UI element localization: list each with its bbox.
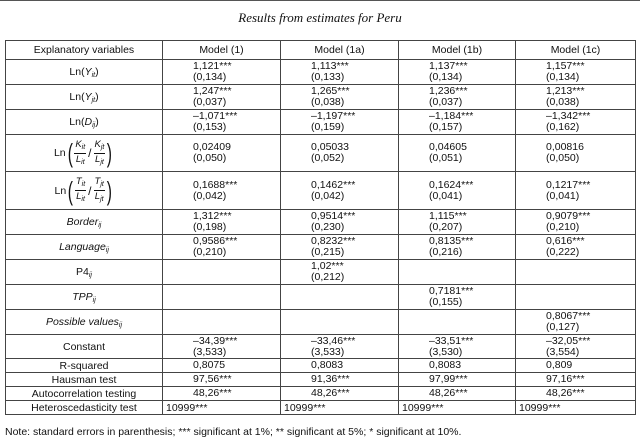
cell-model-1: 0,8075	[163, 359, 281, 373]
cell-model-1c: 0,8067*** (0,127)	[516, 310, 636, 335]
table-title: Results from estimates for Peru	[238, 10, 402, 25]
cell-model-1b: 0,8083	[399, 359, 516, 373]
cell-model-1: –1,071*** (0,153)	[163, 110, 281, 135]
cell-model-1b	[399, 310, 516, 335]
table-row	[6, 135, 636, 172]
cell-model-1c	[516, 260, 636, 285]
cell-model-1c: 10999***	[516, 401, 636, 415]
stat-r-squared: R-squared	[6, 359, 163, 373]
cell-model-1b: 10999***	[399, 401, 516, 415]
cell-model-1b: 0,8135*** (0,216)	[399, 235, 516, 260]
cell-model-1a: 1,113*** (0,133)	[281, 60, 399, 85]
cell-model-1b	[399, 260, 516, 285]
col-header-variables: Explanatory variables	[6, 41, 163, 60]
table-row	[6, 110, 636, 135]
cell-model-1c: 0,616*** (0,222)	[516, 235, 636, 260]
table-row	[6, 335, 636, 359]
var-language: Language$_{ij}$	[6, 235, 163, 260]
cell-model-1a: 10999***	[281, 401, 399, 415]
top-rule	[0, 0, 640, 1]
cell-model-1c: 0,1217*** (0,041)	[516, 172, 636, 210]
cell-model-1c: –1,342*** (0,162)	[516, 110, 636, 135]
var-border: Border$_{ij}$	[6, 210, 163, 235]
var-tpp: $TPP_{ij}$	[6, 285, 163, 310]
col-header-model-1b: Model (1b)	[399, 41, 516, 60]
cell-model-1a	[281, 310, 399, 335]
table-row	[6, 85, 636, 110]
var-ln-yit: $Ln(Y_{it})$	[6, 60, 163, 85]
results-table	[5, 40, 636, 415]
cell-model-1: 10999***	[163, 401, 281, 415]
table-row	[6, 373, 636, 387]
cell-model-1a	[281, 285, 399, 310]
cell-model-1b: –1,184*** (0,157)	[399, 110, 516, 135]
stat-autocorrelation: Autocorrelation testing	[6, 387, 163, 401]
cell-model-1b: 48,26***	[399, 387, 516, 401]
cell-model-1b: 1,137*** (0,134)	[399, 60, 516, 85]
cell-model-1a: 91,36***	[281, 373, 399, 387]
cell-model-1: 1,247*** (0,037)	[163, 85, 281, 110]
cell-model-1c: 97,16***	[516, 373, 636, 387]
cell-model-1c: 1,157*** (0,134)	[516, 60, 636, 85]
table-row	[6, 210, 636, 235]
table-row	[6, 172, 636, 210]
cell-model-1: 0,02409 (0,050)	[163, 135, 281, 172]
cell-model-1: 1,312*** (0,198)	[163, 210, 281, 235]
cell-model-1: 97,56***	[163, 373, 281, 387]
cell-model-1b: 1,236*** (0,037)	[399, 85, 516, 110]
var-constant: Constant	[6, 335, 163, 359]
cell-model-1b: 0,1624*** (0,041)	[399, 172, 516, 210]
table-row	[6, 401, 636, 415]
cell-model-1a: –33,46*** (3,533)	[281, 335, 399, 359]
cell-model-1a: 1,265*** (0,038)	[281, 85, 399, 110]
col-header-model-1: Model (1)	[163, 41, 281, 60]
cell-model-1b: 0,7181*** (0,155)	[399, 285, 516, 310]
var-ln-technology-ratio: Ln ( $\frac{T_{it}}{L_{it}}$ / $\frac{T_{jt}}{L_{jt}}$ )	[6, 172, 163, 210]
cell-model-1c: 48,26***	[516, 387, 636, 401]
table-row	[6, 387, 636, 401]
cell-model-1b: 0,04605 (0,051)	[399, 135, 516, 172]
cell-model-1a: 1,02*** (0,212)	[281, 260, 399, 285]
cell-model-1: 1,121*** (0,134)	[163, 60, 281, 85]
table-row	[6, 60, 636, 85]
cell-model-1b: –33,51*** (3,530)	[399, 335, 516, 359]
stat-hausman: Hausman test	[6, 373, 163, 387]
cell-model-1: 0,9586*** (0,210)	[163, 235, 281, 260]
table-row	[6, 359, 636, 373]
var-ln-capital-ratio: Ln ( $\frac{K_{it}}{L_{it}}$ / $\frac{K_{jt}}{L_{jt}}$ )	[6, 135, 163, 172]
cell-model-1a: 0,9514*** (0,230)	[281, 210, 399, 235]
table-row	[6, 260, 636, 285]
cell-model-1a: –1,197*** (0,159)	[281, 110, 399, 135]
header-row	[6, 41, 636, 60]
cell-model-1	[163, 260, 281, 285]
cell-model-1c: 0,00816 (0,050)	[516, 135, 636, 172]
table-footnote: Note: standard errors in parenthesis; *** significant at 1%; ** significant at 5%; * significant at 10%.	[5, 426, 462, 438]
col-header-model-1c: Model (1c)	[516, 41, 636, 60]
var-ln-yjt: $Ln(Y_{jt})$	[6, 85, 163, 110]
var-possible-values: Possible values$_{ij}$	[6, 310, 163, 335]
cell-model-1	[163, 285, 281, 310]
cell-model-1c	[516, 285, 636, 310]
cell-model-1c: –32,05*** (3,554)	[516, 335, 636, 359]
col-header-model-1a: Model (1a)	[281, 41, 399, 60]
cell-model-1c: 0,9079*** (0,210)	[516, 210, 636, 235]
var-ln-dij: $Ln(D_{ij})$	[6, 110, 163, 135]
cell-model-1: 0,1688*** (0,042)	[163, 172, 281, 210]
table-row	[6, 310, 636, 335]
cell-model-1b: 97,99***	[399, 373, 516, 387]
cell-model-1a: 0,05033 (0,052)	[281, 135, 399, 172]
cell-model-1c: 0,809	[516, 359, 636, 373]
stat-heteroscedasticity: Heteroscedasticity test	[6, 401, 163, 415]
cell-model-1a: 0,8232*** (0,215)	[281, 235, 399, 260]
cell-model-1: 48,26***	[163, 387, 281, 401]
cell-model-1a: 0,8083	[281, 359, 399, 373]
cell-model-1	[163, 310, 281, 335]
cell-model-1a: 48,26***	[281, 387, 399, 401]
cell-model-1c: 1,213*** (0,038)	[516, 85, 636, 110]
cell-model-1: –34,39*** (3,533)	[163, 335, 281, 359]
var-p4: $P4_{ij}$	[6, 260, 163, 285]
cell-model-1a: 0,1462*** (0,042)	[281, 172, 399, 210]
table-row	[6, 285, 636, 310]
cell-model-1b: 1,115*** (0,207)	[399, 210, 516, 235]
table-row	[6, 235, 636, 260]
